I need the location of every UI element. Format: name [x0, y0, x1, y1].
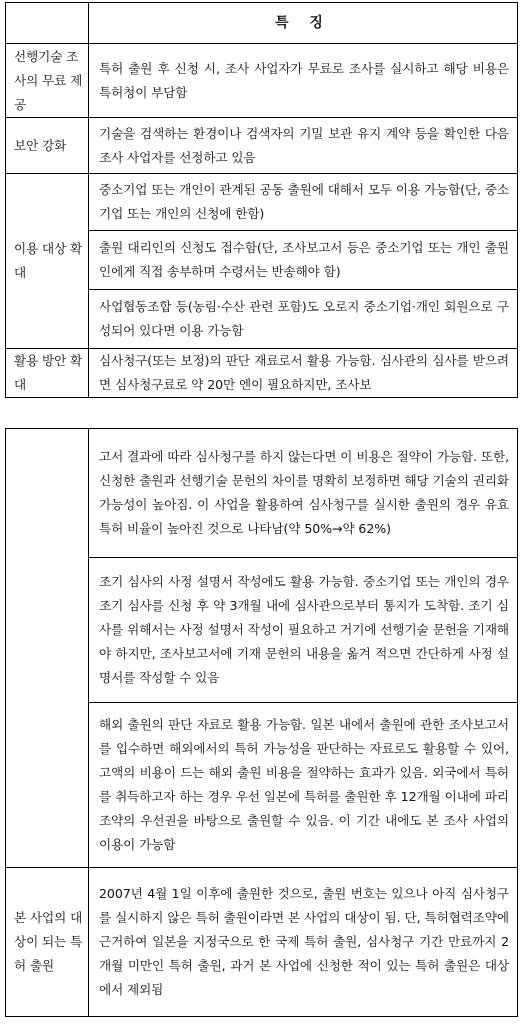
row-label: 이용 대상 확대 [6, 174, 89, 349]
row-label: 보안 강화 [6, 118, 89, 174]
row-description: 사업협동조합 등(농림·수산 관련 포함)도 오로지 중소기업·개인 회원으로 구성되어 있다면 이용 가능함 [89, 290, 518, 349]
table-row [6, 118, 518, 174]
table-header: 특 징 [89, 3, 518, 44]
features-table-bottom [5, 428, 518, 1017]
row-description: 중소기업 또는 개인이 관계된 공동 출원에 대해서 모두 이용 가능함(단, 중소기업 또는 개인의 신청에 한함) [89, 174, 518, 231]
row-label: 본 사업의 대상이 되는 특허 출원 [6, 868, 89, 1017]
row-description: 해외 출원의 판단 자료로 활용 가능함. 일본 내에서 출원에 관한 조사보고서를 입수하면 해외에서의 특허 가능성을 판단하는 자료로도 활용할 수 있어, 고액의 비용이 드는 해외 출원 비용을 절약하는 효과가 있음. 외국에서 특허를 취득하고자 하는 경우 우선 일본에 특허를 출원한 후 12개월 이내에 파리 조약의 우선권을 바탕으로 출원할 수 있음. 이 기간 내에도 본 조사 사업의 이용이 가능함 [89, 703, 518, 868]
row-description: 고서 결과에 따라 심사청구를 하지 않는다면 이 비용은 절약이 가능함. 또한, 신청한 출원과 선행기술 문헌의 차이를 명확히 보정하면 해당 기술의 권리화 가능성이 높아짐. 이 사업을 활용하여 심사청구를 실시한 출원의 경우 유효특허 비율이 높아진 것으로 나타남(약 50%→약 62%) [89, 429, 518, 558]
table-row [6, 174, 518, 231]
table-row [6, 868, 518, 1017]
table-row [6, 349, 518, 398]
header-empty-cell [6, 3, 89, 44]
row-description: 출원 대리인의 신청도 접수함(단, 조사보고서 등은 중소기업 또는 개인 출원인에게 직접 송부하며 수령서는 반송해야 함) [89, 231, 518, 290]
row-description: 기술을 검색하는 환경이나 검색자의 기밀 보관 유지 계약 등을 확인한 다음 조사 사업자를 선정하고 있음 [89, 118, 518, 174]
table-row [6, 44, 518, 118]
row-label [6, 429, 89, 868]
row-description: 조기 심사의 사정 설명서 작성에도 활용 가능함. 중소기업 또는 개인의 경우 조기 심사를 신청 후 약 3개월 내에 심사관으로부터 통지가 도착함. 조기 심사를 위해서는 사정 설명서 작성이 필요하고 거기에 선행기술 문헌을 기재해야 하지만, 조사보고서에 기재 문헌의 내용을 옮겨 적으면 간단하게 사정 설명서를 작성할 수 있음 [89, 558, 518, 703]
row-label: 선행기술 조사의 무료 제공 [6, 44, 89, 118]
row-description: 특허 출원 후 신청 시, 조사 사업자가 무료로 조사를 실시하고 해당 비용은 특허청이 부담함 [89, 44, 518, 118]
row-description: 2007년 4월 1일 이후에 출원한 것으로, 출원 번호는 있으나 아직 심사청구를 실시하지 않은 특허 출원이라면 본 사업의 대상이 됨. 단, 특허협력조약에 근거하여 일본을 지정국으로 한 국제 특허 출원, 심사청구 기간 만료까지 2개월 미만인 특허 출원, 과거 본 사업에 신청한 적이 있는 특허 출원은 대상에서 제외됨 [89, 868, 518, 1017]
table-header-row [6, 3, 518, 44]
row-description: 심사청구(또는 보정)의 판단 재료로서 활용 가능함. 심사관의 심사를 받으려면 심사청구료로 약 20만 엔이 필요하지만, 조사보 [89, 349, 518, 398]
features-table-top [5, 2, 518, 398]
table-row [6, 429, 518, 558]
row-label: 활용 방안 확대 [6, 349, 89, 398]
